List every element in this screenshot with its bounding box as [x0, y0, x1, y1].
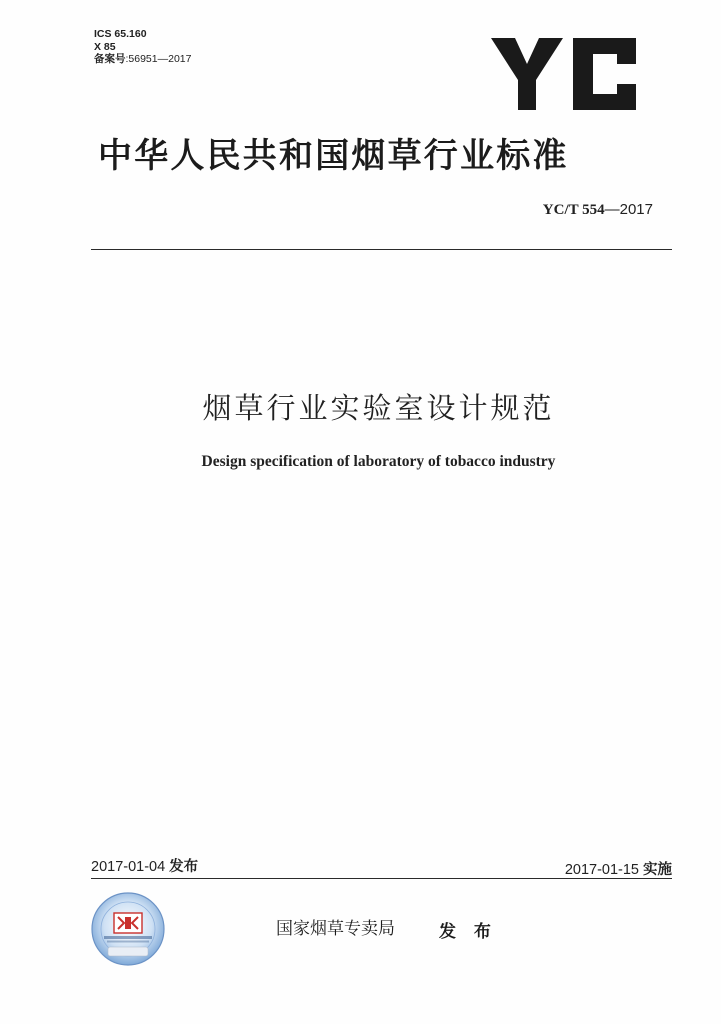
standard-category-title: 中华人民共和国烟草行业标准	[98, 136, 569, 176]
seal-emblem	[114, 913, 142, 933]
document-title-cn: 烟草行业实验室设计规范	[202, 391, 555, 425]
classification-code: X 85	[94, 40, 116, 53]
filing-number: :56951—2017	[125, 53, 192, 65]
document-subtitle	[0, 453, 721, 471]
issue-date-value: 2017-01-04	[91, 859, 166, 875]
logo-letter-c	[573, 38, 636, 110]
ics-code: ICS 65.160	[94, 28, 147, 40]
footer-divider	[91, 878, 672, 879]
publisher-name: 国家烟草专卖局	[276, 919, 395, 939]
implementation-date-value: 2017-01-15	[564, 862, 639, 878]
standard-code-prefix: YC/T 554	[542, 202, 605, 218]
implementation-date-label: 实施	[643, 862, 672, 878]
standard-code-year: —2017	[604, 201, 653, 218]
header-divider	[91, 249, 672, 250]
filing-record	[94, 53, 191, 66]
implementation-date	[565, 858, 672, 879]
issue-date-label: 发布	[169, 859, 199, 875]
logo-letter-y	[491, 38, 563, 110]
yc-logo	[491, 38, 636, 110]
document-metadata	[94, 28, 191, 66]
filing-label: 备案号	[94, 53, 126, 65]
standard-code	[543, 201, 653, 219]
anti-counterfeit-seal	[90, 891, 166, 967]
document-title	[0, 386, 721, 427]
publish-label: 发 布	[439, 922, 497, 942]
issue-date	[91, 855, 198, 876]
document-title-en: Design specification of laboratory of tobacco industry	[201, 453, 556, 470]
